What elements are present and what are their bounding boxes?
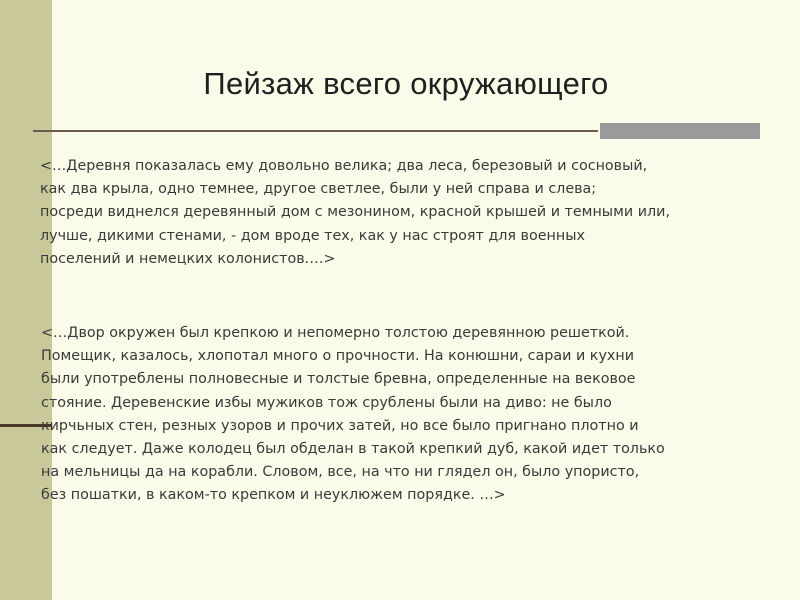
text-line: без пошатки, в каком-то крепком и неуклюжем порядке. …> [41,487,506,504]
text-line: Помещик, казалось, хлопотал много о прочности. На конюшни, сараи и кухни [41,348,635,365]
text-line: кирчьных стен, резных узоров и прочих затей, но все было пригнано плотно и [41,417,639,434]
text-line: посреди виднелся деревянный дом с мезонином, красной крышей и темными или, [40,204,670,221]
text-line: <…Двор окружен был крепкою и непомерно толстою деревянною решеткой. [41,325,630,341]
text-line: как следует. Даже колодец был обделан в такой крепкий дуб, какой идет только [41,441,665,458]
text-line: <…Деревня показалась ему довольно велика; два леса, березовый и сосновый, [40,158,648,174]
text-line: на мельницы да на корабли. Словом, все, на что ни глядел он, было упористо, [41,464,640,481]
text-line: поселений и немецких колонистов.…> [40,250,336,267]
quote-paragraph-village [40,155,670,271]
text-line: как два крыла, одно темнее, другое светлее, были у ней справа и слева; [40,181,597,198]
title-underline-accent [600,123,760,139]
title-underline [33,130,598,132]
quote-paragraph-yard [41,322,665,508]
text-line: стояние. Деревенские избы мужиков тож срублены были на диво: не было [41,394,612,411]
text-line: были употреблены полновесные и толстые бревна, определенные на вековое [41,371,636,388]
slide-title: Пейзаж всего окружающего [203,66,609,101]
text-line: лучше, дикими стенами, - дом вроде тех, как у нас строят для военных [40,227,585,244]
